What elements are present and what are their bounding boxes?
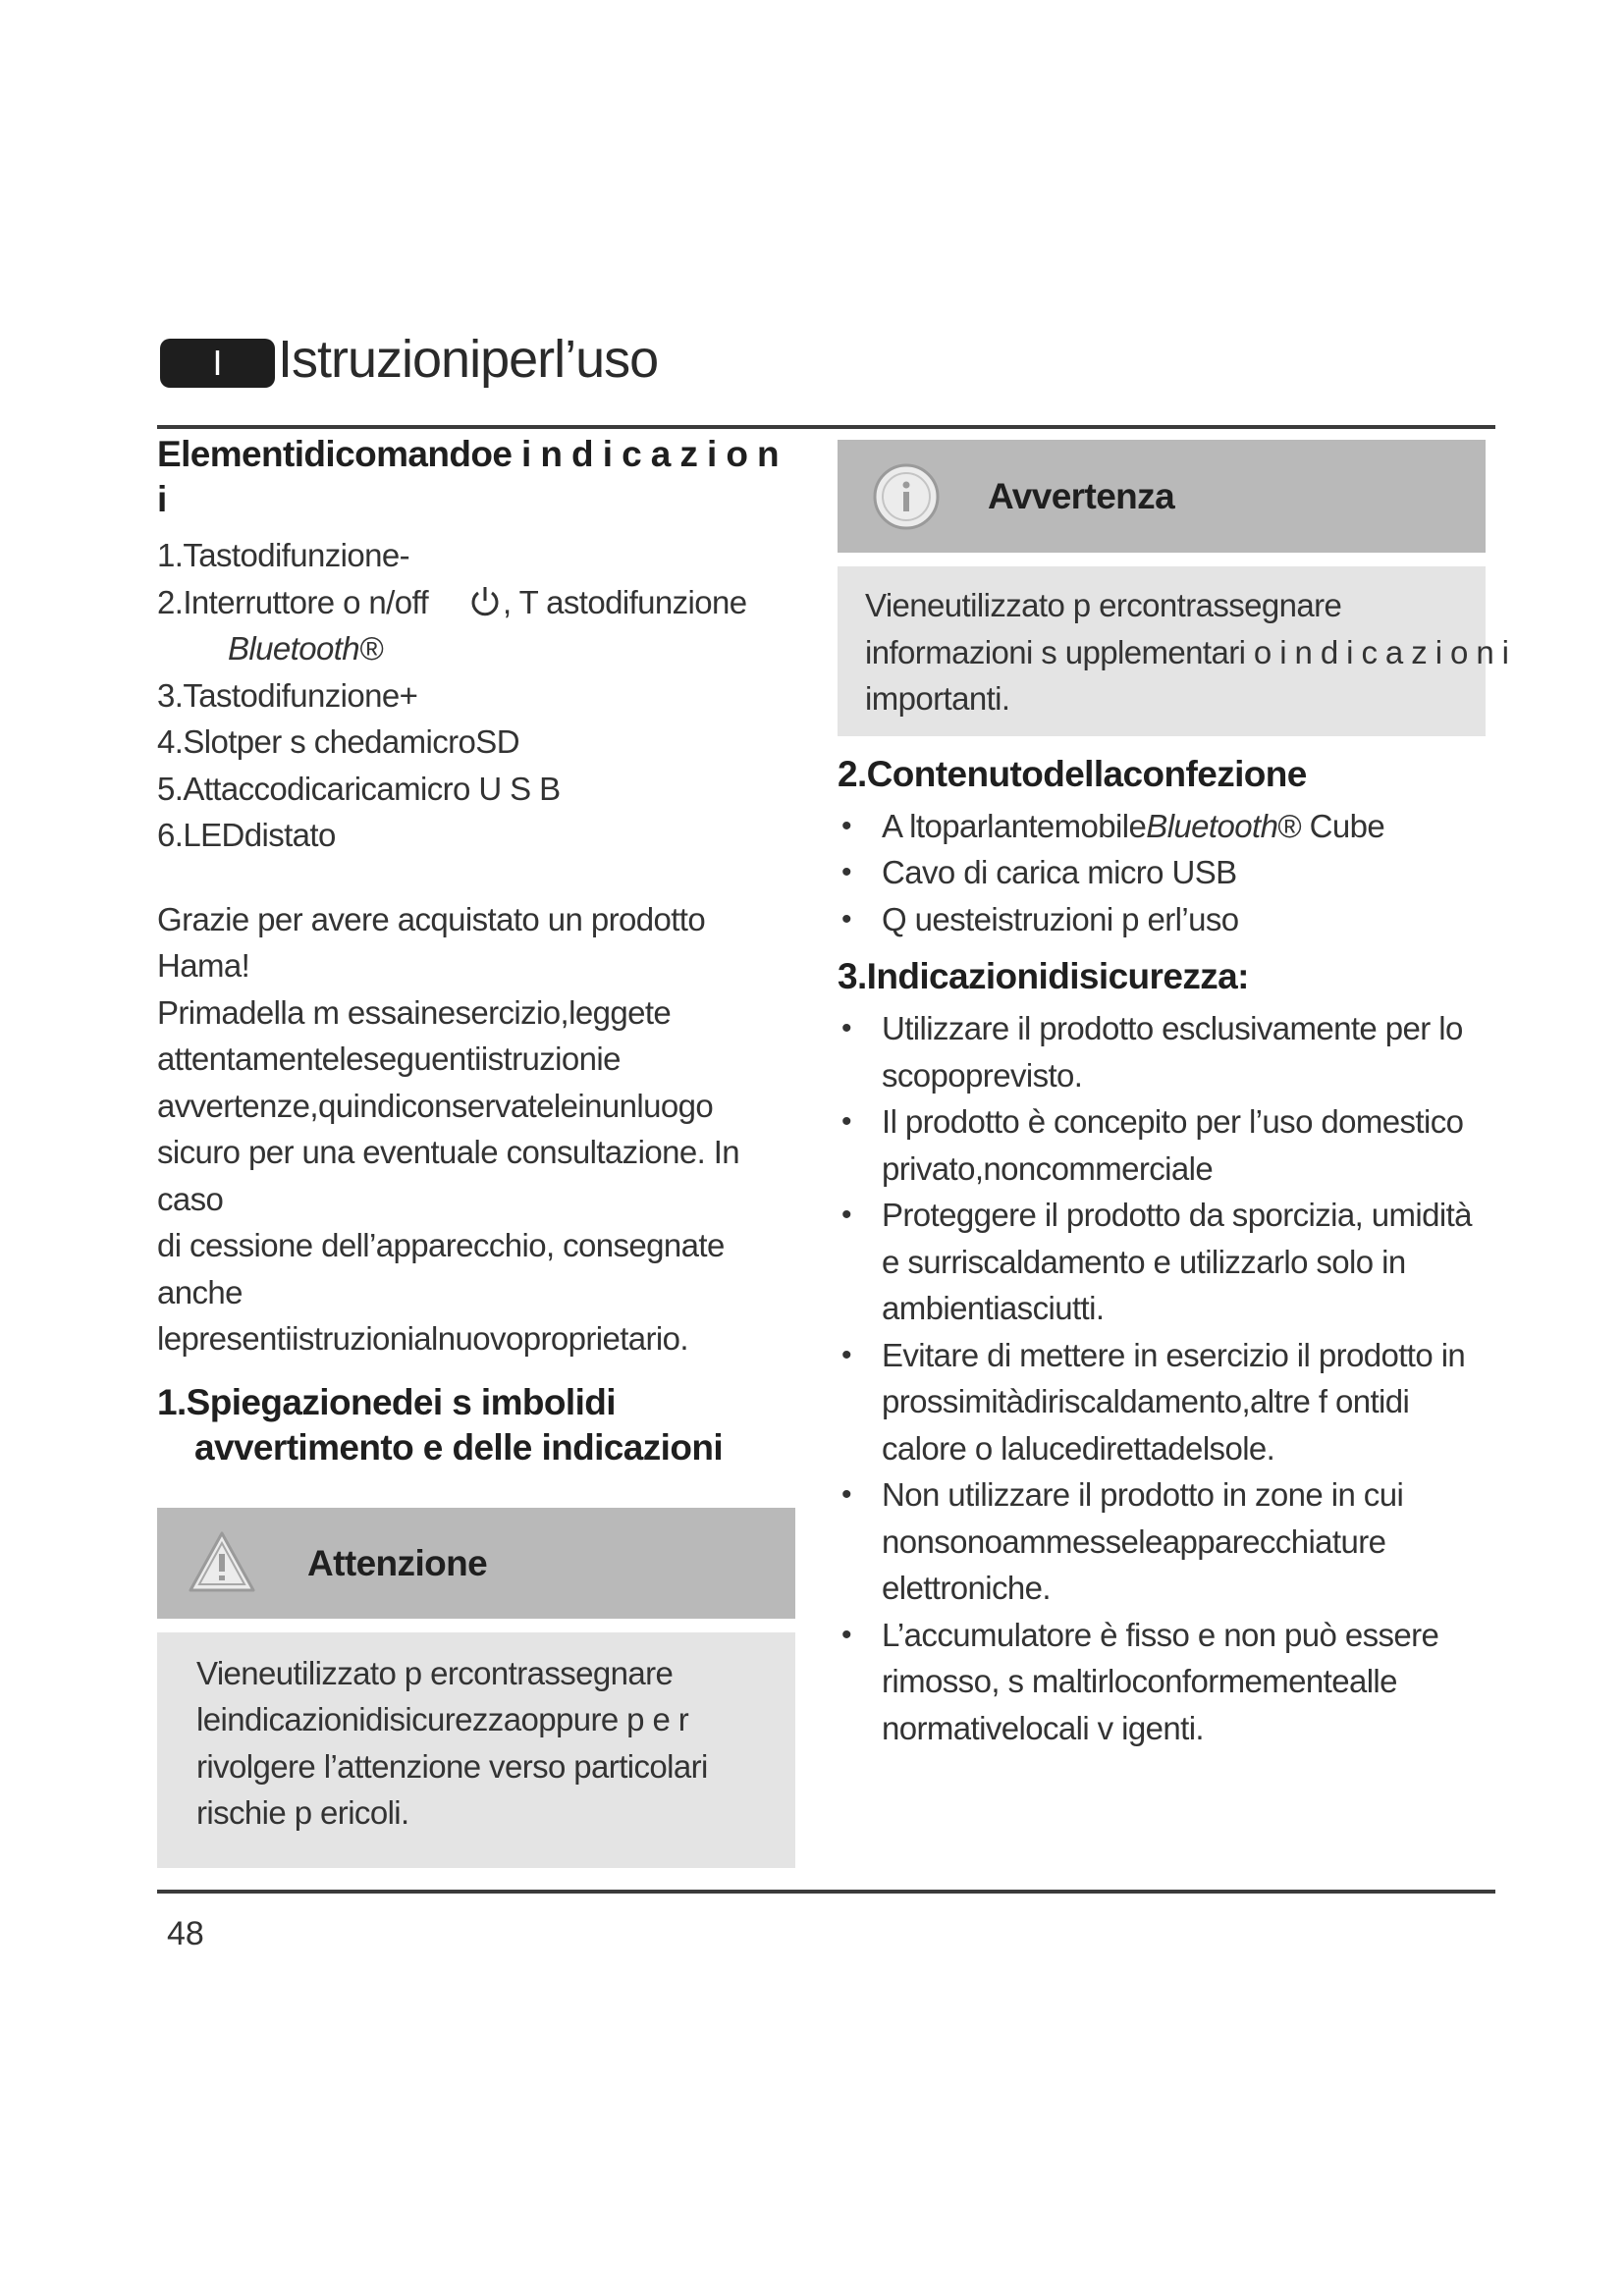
intro-line: attentamenteleseguentiistruzionie: [157, 1041, 621, 1077]
safety-line: nonsonoammesseleapparecchiature: [882, 1522, 1386, 1560]
info-line: Vieneutilizzato p ercontrassegnare: [865, 587, 1342, 623]
section1-heading-line2: avvertimento e delle indicazioni: [194, 1426, 724, 1468]
package-item: [838, 803, 1486, 850]
section2-heading: 2.Contenutodellaconfezione: [838, 753, 1307, 794]
control-item-3: 3.Tastodifunzione+: [157, 676, 418, 714]
info-icon: [871, 461, 942, 532]
right-column: [838, 440, 1509, 1751]
page-number: 48: [167, 1915, 204, 1952]
control-item-2-suffix: , T astodifunzione: [503, 583, 747, 620]
intro-line: Grazie per avere acquistato un prodotto Hama!: [157, 900, 706, 984]
intro-line: avvertenze,quindiconservateleinunluogo: [157, 1087, 714, 1124]
warning-line: rischie p ericoli.: [196, 1794, 409, 1831]
warning-notice-label: Attenzione: [307, 1542, 488, 1583]
safety-line: • Proteggere il prodotto da sporcizia, umidità: [882, 1197, 1472, 1233]
safety-line: • Evitare di mettere in esercizio il prodotto in: [882, 1336, 1466, 1373]
control-item-2-bluetooth: Bluetooth®: [228, 630, 383, 667]
warning-line: leindicazionidisicurezzaoppure p e r: [196, 1701, 689, 1737]
section3-heading: 3.Indicazionidisicurezza:: [838, 956, 1249, 996]
safety-line: elettroniche.: [882, 1570, 1051, 1606]
package-item: • Q uesteistruzioni p erl’uso: [838, 896, 1486, 943]
package-item-text: A ltoparlantemobile: [882, 807, 1147, 844]
safety-line: • Non utilizzare il prodotto in zone in cui: [882, 1476, 1404, 1513]
safety-line: e surriscaldamento e utilizzarlo solo in: [882, 1243, 1406, 1280]
safety-item: [838, 1471, 1486, 1612]
safety-line: rimosso, s maltirloconformementealle: [882, 1663, 1397, 1699]
control-item-2-label: 2.Interruttore o n/off: [157, 583, 429, 620]
warning-triangle-icon: [187, 1527, 257, 1598]
safety-item: [838, 1098, 1486, 1192]
intro-paragraph: [157, 896, 795, 1362]
safety-line: ambientiasciutti.: [882, 1290, 1105, 1326]
section1-heading: [157, 1380, 795, 1470]
safety-item: [838, 1332, 1486, 1472]
warning-notice: [157, 1508, 795, 1868]
safety-line: normativelocali v igenti.: [882, 1709, 1204, 1746]
info-notice: [838, 440, 1509, 736]
warning-line: rivolgere l’attenzione verso particolari: [196, 1747, 708, 1785]
safety-line: prossimitàdiriscaldamento,altre f ontidi: [882, 1383, 1410, 1419]
control-item-6: 6.LEDdistato: [157, 817, 336, 853]
info-notice-header: [838, 440, 1486, 553]
warning-line: Vieneutilizzato p ercontrassegnare: [196, 1654, 674, 1691]
safety-list: [838, 1005, 1486, 1751]
safety-line: scopoprevisto.: [882, 1056, 1083, 1094]
intro-line: lepresentiistruzionialnuovoproprietario.: [157, 1320, 688, 1357]
language-badge: I: [160, 339, 275, 388]
safety-line: • Utilizzare il prodotto esclusivamente per lo: [882, 1010, 1463, 1046]
safety-item: [838, 1612, 1486, 1752]
info-line: importanti.: [865, 680, 1010, 717]
package-item-italic: Bluetooth: [1146, 807, 1278, 844]
control-item-1: 1.Tastodifunzione-: [157, 537, 410, 573]
control-item-2: [157, 579, 795, 626]
warning-notice-body: [157, 1632, 795, 1868]
safety-item: [838, 1192, 1486, 1332]
control-item-4: 4.Slotper s chedamicroSD: [157, 723, 519, 760]
page-title: Istruzioniperl’uso: [278, 330, 659, 389]
package-item-suffix: ® Cube: [1277, 807, 1385, 844]
control-item-5: 5.Attaccodicaricamicro U S B: [157, 770, 561, 807]
power-icon: [467, 584, 503, 619]
package-item: • Cavo di carica micro USB: [838, 849, 1486, 896]
section1-heading-line1: 1.Spiegazionedei s imbolidi: [157, 1381, 616, 1422]
safety-line: • Il prodotto è concepito per l’uso domestico: [882, 1103, 1464, 1140]
safety-item: [838, 1005, 1486, 1098]
warning-notice-header: [157, 1508, 795, 1619]
info-notice-body: [838, 566, 1509, 736]
package-contents-list: [838, 803, 1486, 943]
safety-line: • L’accumulatore è fisso e non può essere: [882, 1616, 1439, 1653]
safety-line: privato,noncommerciale: [882, 1149, 1214, 1187]
controls-list: [157, 532, 795, 859]
intro-line: di cessione dell’apparecchio, consegnate anche: [157, 1227, 725, 1310]
bottom-rule: [157, 1890, 1495, 1894]
intro-line: Primadella m essainesercizio,leggete: [157, 993, 672, 1031]
info-notice-label: Avvertenza: [988, 476, 1175, 516]
left-column: [157, 432, 795, 1868]
intro-line: sicuro per una eventuale consultazione. In caso: [157, 1134, 740, 1217]
info-line: informazioni s upplementari o i n d i c a z i o n i: [865, 633, 1509, 670]
controls-heading: Elementidicomandoe i n d i c a z i o n i: [157, 434, 780, 519]
top-rule: [157, 425, 1495, 429]
safety-line: calore o lalucedirettadelsole.: [882, 1429, 1275, 1467]
